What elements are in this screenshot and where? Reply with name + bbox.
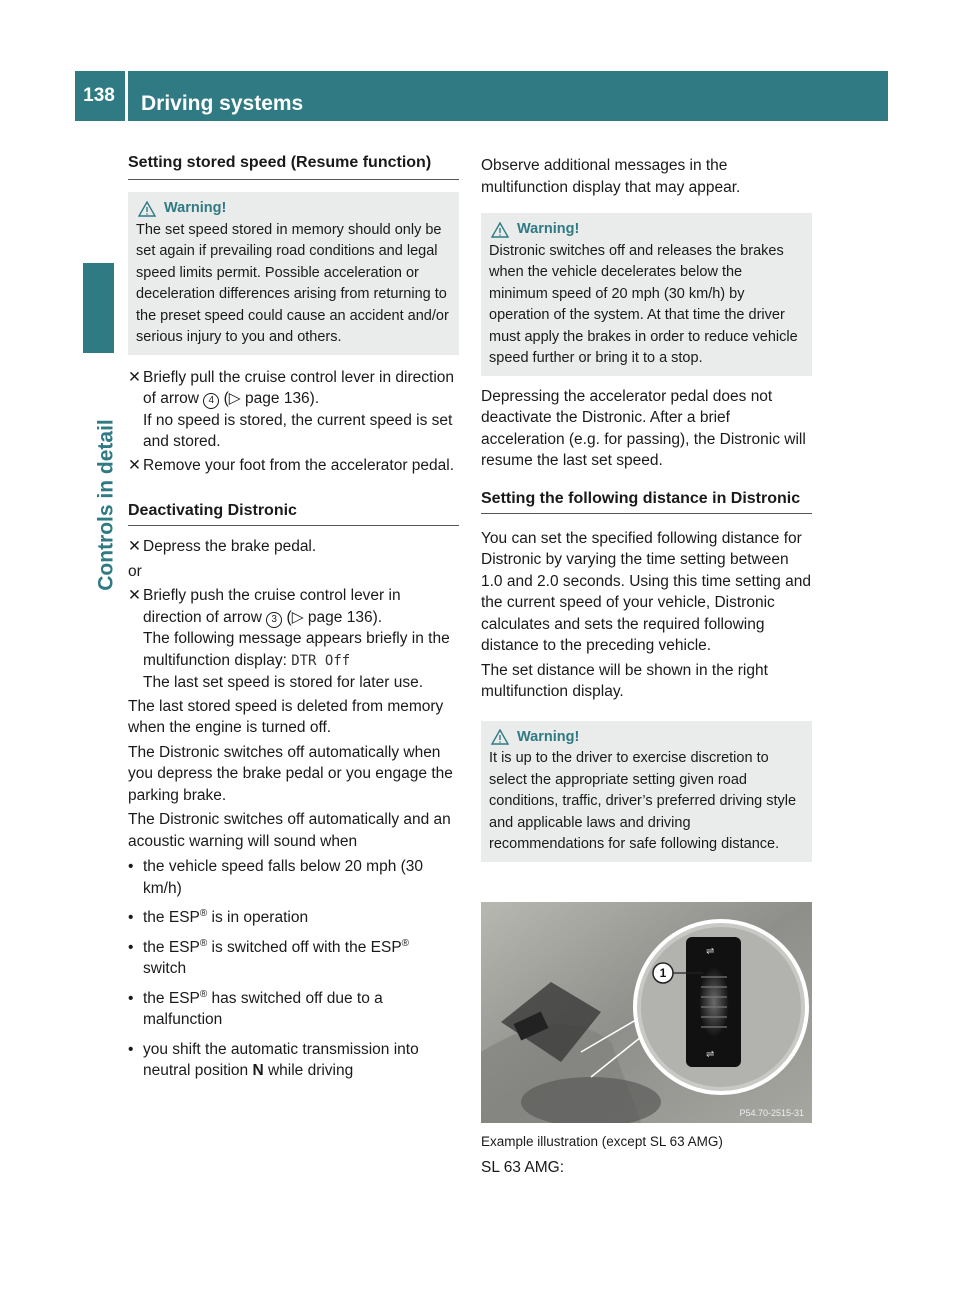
warning-title: Warning! [491,727,804,749]
x-mark-icon: ✕ [128,538,141,555]
callout-number: 1 [659,966,667,980]
step-item: ✕ Briefly push the cruise control lever in direction of arrow 3 (▷ page 136). The following message appears briefly in the multifunction display: DTR Off The last set speed is stored for later use. [128,585,459,694]
right-column: Observe additional messages in the multifunction display that may appear. Warning! Distronic switches off and releases the brakes when the vehicle decelerates below the minimum speed of 20 mph (30 km/h) by operation of the system. At that time the driver must apply the brakes in order to reduce vehicle speed further or bring it to a stop. Depressing the accelerator pedal does not deactivate the Distronic. After a brief acceleration (e.g. for passing), the Distronic will resume the last set speed. Setting the following distance in Distronic You can set the specified following distance for Distronic by varying the time setting between 1.0 and 2.0 seconds. Using this time setting and the current speed of your vehicle, Distronic calculates and sets the required following distance to the preceding vehicle. The set distance will be shown in the right multifunction display. Warning! It is up to the driver to exercise discretion to select the appropriate setting given road conditions, traffic, driver’s preferred driving style and applicable laws and driving recommendations for safe following distance. [481,155,812,862]
photo-caption: Example illustration (except SL 63 AMG) [481,1134,723,1149]
list-item: • the ESP® is in operation [128,907,459,929]
warning-box-discretion [481,721,812,862]
page-ref-triangle-icon: ▷ [228,390,241,407]
warning-title: Warning! [491,219,804,241]
side-tab-marker [83,263,114,353]
warning-box-deceleration [481,213,812,376]
left-column: Setting stored speed (Resume function) Warning! The set speed stored in memory should only be set again if prevailing road conditions and legal speed limits permit. Possible acceleration or deceleration differences arising from returning to the preset speed could cause an accident and/or serious injury to you and others. ✕ Briefly pull the cruise control lever in direction of arrow 4 (▷ page 136). If no speed is stored, the current speed is set and stored. ✕ Remove your foot from the accelerator pedal. Deactivating Distronic ✕ Depress the brake pedal. or ✕ Briefly push the cruise control lever in direction of arrow 3 (▷ page 136). The following message appears briefly in the multifunction display: DTR Off The last set speed is stored for later use. The last stored speed is deleted from memory when the engine is turned off. The Distronic switches off automatically when you depress the brake pedal or you engage the parking brake. The Distronic switches off automatically and an acoustic warning will sound when • the vehicle speed falls below 20 mph (30 km/h) • the ESP® is in operation • the ESP® is switched off with the ESP® switch • the ESP® has switched off due to a malfunction • you shift the automatic transmission into neutral position N while driving [128,152,459,1082]
warning-text: Distronic switches off and releases the brakes when the vehicle decelerates below the minimum speed of 20 mph (30 km/h) by operation of the system. At that time the driver must apply the brakes in order to reduce vehicle speed further or bring it to a stop. [489,242,798,366]
page-number: 138 [83,85,115,106]
step-item: ✕ Remove your foot from the accelerator pedal. [128,455,459,477]
circled-number: 4 [203,393,219,409]
warning-triangle-icon [491,222,509,238]
r-bullet-icon: • [128,989,134,1007]
list-item: • you shift the automatic transmission into neutral position N while driving [128,1039,459,1082]
step-item: ✕ Depress the brake pedal. [128,536,459,558]
or-text: or [128,562,142,580]
warning-box-resume [128,192,459,355]
x-mark-icon: ✕ [128,368,141,386]
warning-text: It is up to the driver to exercise discretion to select the appropriate setting given road conditions, traffic, driver’s preferred driving style and applicable laws and driving recommendations for safe following distance. [489,750,797,852]
r-bullet-icon: • [128,909,134,926]
r-bullet-icon: • [128,1040,134,1058]
x-mark-icon: ✕ [128,587,141,604]
side-tab [75,121,125,1221]
heading-deactivate: Deactivating Distronic [128,500,459,526]
heading-resume: Setting stored speed (Resume function) [128,152,459,180]
circled-number: 3 [266,612,282,628]
image-code: P54.70-2515-31 [739,1108,804,1118]
heading-following-distance: Setting the following distance in Distronic [481,488,812,514]
header-divider [125,71,128,121]
list-item: • the ESP® has switched off due to a malfunction [128,988,459,1031]
chapter-title: Driving systems [141,92,304,115]
page-header [75,71,888,121]
list-item: • the ESP® is switched off with the ESP® switch [128,937,459,980]
warning-triangle-icon [491,729,509,745]
sl63-label: SL 63 AMG: [481,1159,564,1176]
warning-triangle-icon [138,201,156,217]
distronic-control-photo [481,902,812,1123]
r-bullet-icon: • [128,938,134,956]
warning-title: Warning! [138,198,451,220]
x-mark-icon: ✕ [128,456,141,474]
warning-text: The set speed stored in memory should only be set again if prevailing road conditions and legal speed limits permit. Possible acceleration or deceleration differences arising from returning to the preset speed could cause an accident and/or serious injury to you and others. [136,221,449,345]
page-reference[interactable]: page 136). [307,608,383,626]
page-reference[interactable]: page 136). [245,390,320,407]
display-message: DTR Off [291,652,351,669]
step-item: ✕ Briefly pull the cruise control lever in direction of arrow 4 (▷ page 136). If no speed is stored, the current speed is set and stored. [128,367,459,453]
r-bullet-icon: • [128,858,134,875]
photo-drawing [481,902,812,1123]
step-note: If no speed is stored, the current speed is set and stored. [143,411,453,450]
svg-text:⇌: ⇌ [706,1049,715,1060]
svg-text:⇌: ⇌ [706,946,715,957]
section-tab-label: Controls in detail [94,419,118,591]
page-ref-triangle-icon: ▷ [291,608,304,626]
list-item: • the vehicle speed falls below 20 mph (30 km/h) [128,856,459,899]
